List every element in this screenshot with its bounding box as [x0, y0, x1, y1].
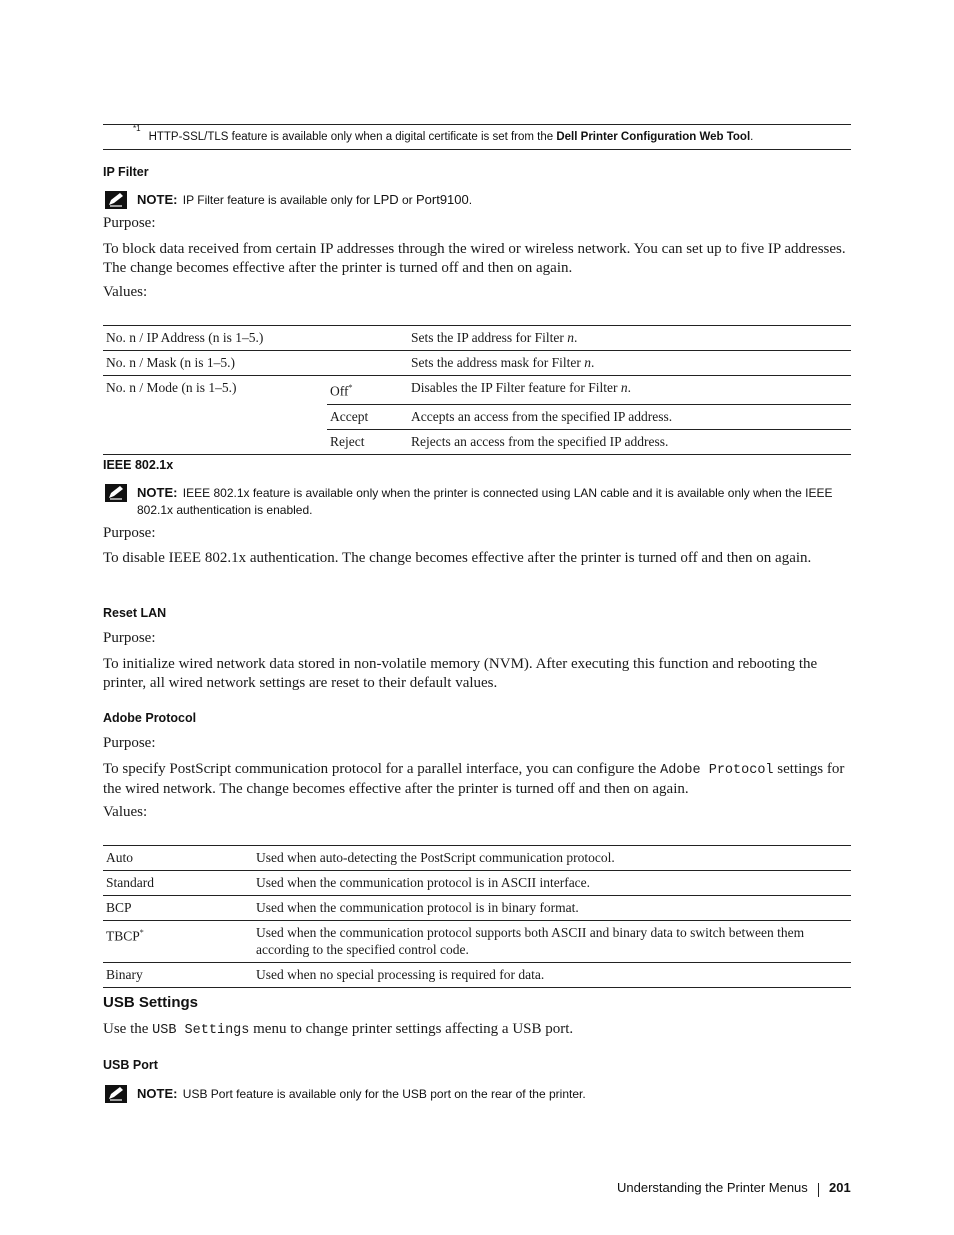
ieee-heading: IEEE 802.1x — [103, 458, 174, 472]
footnote-marker: *1 — [133, 124, 141, 133]
footer-separator — [818, 1183, 819, 1197]
table-row: Reject Rejects an access from the specified IP address. — [103, 429, 851, 454]
note-label: NOTE: — [137, 485, 178, 500]
footnote-top-rule — [103, 124, 851, 125]
table-row: Auto Used when auto-detecting the PostScript communication protocol. — [103, 846, 851, 871]
note-pencil-icon — [105, 191, 127, 209]
usb-port-note — [103, 1085, 851, 1105]
ip-filter-heading: IP Filter — [103, 165, 149, 179]
adobe-purpose-text: To specify PostScript communication protocol for a parallel interface, you can configure the Adobe Protocol settings for the wired network. The change becomes effective after the printer is turned off and then on again. — [103, 761, 845, 797]
ip-filter-values-table — [103, 325, 851, 455]
ieee-purpose-text: To disable IEEE 802.1x authentication. The change becomes effective after the printer is turned off and then on again. — [103, 550, 812, 566]
ip-filter-note: NOTE: IP Filter feature is available only for LPD or Port9100. — [103, 191, 851, 211]
table-row: No. n / Mask (n is 1–5.) Sets the address mask for Filter n. — [103, 351, 851, 376]
usb-settings-text: Use the USB Settings menu to change printer settings affecting a USB port. — [103, 1021, 574, 1038]
table-row: TBCP* Used when the communication protocol supports both ASCII and binary data to switch between them according to the specified control code. — [103, 921, 851, 963]
ieee-note — [103, 484, 851, 520]
note-label: NOTE: — [137, 1086, 178, 1101]
note-text: USB Port feature is available only for the USB port on the rear of the printer. — [182, 1087, 586, 1101]
adobe-protocol-menu-name: Adobe Protocol — [660, 763, 774, 778]
ieee-purpose-label: Purpose: — [103, 525, 156, 541]
ip-filter-purpose-label: Purpose: — [103, 215, 156, 231]
usb-settings-heading: USB Settings — [103, 994, 199, 1011]
reset-lan-purpose-label: Purpose: — [103, 630, 156, 646]
table-row: Binary Used when no special processing is required for data. — [103, 963, 851, 988]
reset-lan-heading: Reset LAN — [103, 606, 167, 620]
footnote: $^{*1}$HTTP-SSL/TLS feature is available only when a digital certificate is set from the Dell Printer Configuration Web Tool. — [133, 124, 754, 143]
ip-filter-values-label: Values: — [103, 284, 148, 300]
adobe-purpose-label: Purpose: — [103, 735, 156, 751]
note-label: NOTE: — [137, 192, 178, 207]
reset-lan-purpose-text: To initialize wired network data stored in non-volatile memory (NVM). After executing this function and rebooting the printer, all wired network settings are reset to their default values. — [103, 656, 818, 691]
ip-filter-purpose-text: To block data received from certain IP addresses through the wired or wireless network. You can set up to five IP addresses. The change becomes effective after the printer is turned off and then on again. — [103, 241, 846, 276]
footer-section-title: Understanding the Printer Menus — [617, 1180, 808, 1195]
table-row: BCP Used when the communication protocol is in binary format. — [103, 896, 851, 921]
table-row: No. n / IP Address (n is 1–5.) Sets the IP address for Filter n. — [103, 326, 851, 351]
adobe-values-label: Values: — [103, 804, 148, 820]
adobe-protocol-heading: Adobe Protocol — [103, 711, 197, 725]
note-pencil-icon — [105, 1085, 127, 1103]
table-row: Accept Accepts an access from the specified IP address. — [103, 404, 851, 429]
table-row: No. n / Mode (n is 1–5.) Off* Disables the IP Filter feature for Filter n. — [103, 376, 851, 405]
footnote-text: HTTP-SSL/TLS feature is available only when a digital certificate is set from the — [148, 130, 557, 143]
adobe-values-table — [103, 845, 851, 988]
note-text: IEEE 802.1x feature is available only when the printer is connected using LAN cable and it is available only when the IEEE 802.1x authentication is enabled. — [137, 486, 833, 517]
usb-settings-menu-name: USB Settings — [152, 1023, 250, 1038]
table-row: Standard Used when the communication protocol is in ASCII interface. — [103, 871, 851, 896]
footnote-bottom-rule — [103, 149, 851, 150]
footnote-tool-name: Dell Printer Configuration Web Tool — [556, 130, 751, 143]
page-number: 201 — [829, 1180, 851, 1195]
usb-port-heading: USB Port — [103, 1058, 158, 1072]
note-pencil-icon — [105, 484, 127, 502]
